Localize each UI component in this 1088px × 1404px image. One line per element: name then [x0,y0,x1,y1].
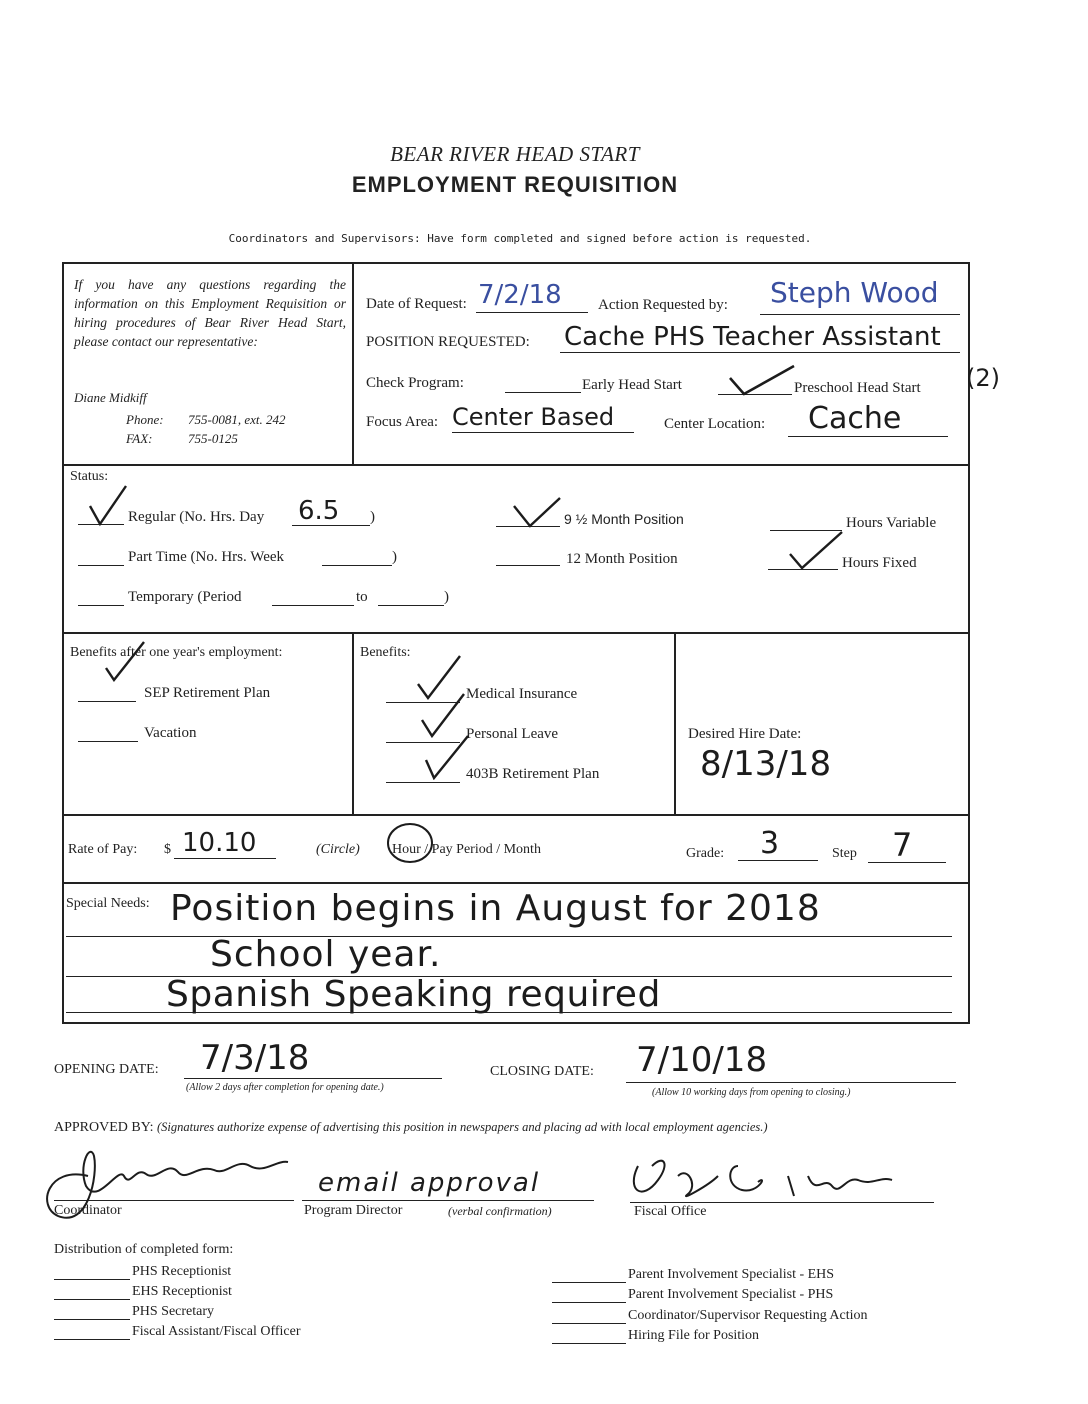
desired-hire-label: Desired Hire Date: [688,726,802,742]
fiscal-office-label: Fiscal Office [634,1204,707,1219]
dist-line[interactable] [552,1343,626,1344]
medical-insurance-label: Medical Insurance [466,686,578,702]
step-value[interactable]: 7 [892,826,913,864]
hours-fixed-check-icon[interactable] [788,530,844,572]
dist-line[interactable] [552,1302,626,1303]
section-rule [62,632,970,634]
action-requested-label: Action Requested by: [598,297,728,313]
approved-by-row [54,1120,1044,1136]
vacation-label: Vacation [144,725,197,741]
rate-of-pay-value[interactable]: 10.10 [182,828,257,858]
twelve-month-label: 12 Month Position [566,551,678,567]
hours-fixed-label: Hours Fixed [842,555,917,571]
organization-name: BEAR RIVER HEAD START [390,142,640,166]
benefits-after-label: Benefits after one year's employment: [70,645,283,660]
twelve-month-line [496,565,560,566]
closing-date-line [626,1082,956,1083]
section-divider [352,264,354,466]
dist-phs-secretary: PHS Secretary [132,1304,215,1319]
action-requested-value[interactable]: Steph Wood [770,276,939,309]
dist-line[interactable] [552,1282,626,1283]
retirement-check-icon[interactable] [424,734,470,780]
dist-line[interactable] [54,1339,130,1340]
contact-name: Diane Midkiff [74,390,147,405]
special-needs-text-2[interactable]: School year. [210,934,442,975]
dist-coordinator-supervisor: Coordinator/Supervisor Requesting Action [628,1308,868,1323]
part-time-close-paren: ) [392,549,397,565]
vacation-line [78,741,138,742]
dist-line[interactable] [552,1323,626,1324]
dist-hiring-file: Hiring File for Position [628,1328,760,1343]
sep-line [78,701,136,702]
coordinator-label: Coordinator [54,1203,122,1218]
approved-by-note: (Signatures authorize expense of advertising this position in newspapers and placing ad with local employment agencies.) [156,1120,768,1134]
dist-pis-ehs: Parent Involvement Specialist - EHS [628,1267,835,1282]
nine-month-label: 9 ½ Month Position [564,511,684,527]
pay-period-options: Hour / Pay Period / Month [392,842,541,857]
director-signature-text: email approval [318,1168,541,1198]
part-time-hours-line [322,565,392,566]
regular-hours-value[interactable]: 6.5 [298,496,340,526]
distribution-label: Distribution of completed form: [54,1242,234,1257]
form-instruction: Coordinators and Supervisors: Have form completed and signed before action is requested. [228,232,812,245]
rate-of-pay-line [174,858,276,859]
hours-variable-label: Hours Variable [846,515,937,531]
part-time-line [78,565,124,566]
director-label: Program Director [304,1203,403,1218]
director-signature-line [302,1200,594,1201]
nine-month-check-icon[interactable] [512,496,562,530]
dist-pis-phs: Parent Involvement Specialist - PHS [628,1287,834,1302]
closing-date-value[interactable]: 7/10/18 [636,1040,768,1080]
special-needs-text-3[interactable]: Spanish Speaking required [166,974,661,1015]
contact-fax: 755-0125 [188,431,238,446]
403b-retirement-label: 403B Retirement Plan [466,766,600,782]
special-needs-text-1[interactable]: Position begins in August for 2018 [170,888,821,929]
date-of-request-label: Date of Request: [366,296,467,312]
part-time-label: Part Time (No. Hrs. Week [128,549,285,565]
status-label: Status: [70,469,109,484]
personal-leave-label: Personal Leave [466,726,559,742]
opening-date-label: OPENING DATE: [54,1062,159,1077]
date-of-request-line [476,312,588,313]
position-requested-value[interactable]: Cache PHS Teacher Assistant [564,322,941,352]
dollar-sign: $ [164,842,171,857]
section-rule [62,814,970,816]
special-needs-label: Special Needs: [66,896,150,911]
approved-by-label: APPROVED BY: [54,1120,154,1135]
closing-date-note: (Allow 10 working days from opening to closing.) [652,1087,851,1098]
personal-check-icon[interactable] [420,692,466,738]
focus-area-label: Focus Area: [366,414,439,430]
center-location-line [788,436,948,437]
contact-phone-label: Phone: [126,412,164,427]
early-head-start-label: Early Head Start [582,377,682,393]
position-requested-line [560,352,960,353]
benefits-divider [674,634,676,816]
benefits-divider [352,634,354,816]
section-rule [62,882,970,884]
early-head-start-line [505,392,581,393]
sep-retirement-label: SEP Retirement Plan [144,685,271,701]
regular-check-icon[interactable] [88,484,128,528]
contact-instructions: If you have any questions regarding the information on this Employment Requisition or hiring procedures of Bear River Head Start, please contact our representative: [74,277,346,349]
regular-close-paren: ) [370,509,375,525]
desired-hire-value[interactable]: 8/13/18 [700,744,832,784]
temporary-to-line [378,605,444,606]
contact-fax-label: FAX: [126,431,153,446]
grade-label: Grade: [686,846,725,861]
temporary-from-line [272,605,354,606]
focus-area-value[interactable]: Center Based [452,403,615,431]
retirement-line [386,782,460,783]
center-location-value[interactable]: Cache [808,401,902,436]
rate-of-pay-label: Rate of Pay: [68,842,138,857]
action-requested-line [760,314,960,315]
contact-phone: 755-0081, ext. 242 [188,412,286,427]
position-count: (2) [966,364,1000,392]
focus-area-line [452,432,634,433]
form-title: EMPLOYMENT REQUISITION [351,172,679,197]
dist-line[interactable] [54,1279,130,1280]
preschool-check-icon[interactable] [728,364,798,398]
section-rule [62,464,970,466]
dist-phs-receptionist: PHS Receptionist [132,1264,232,1279]
benefits-label: Benefits: [360,645,411,660]
opening-date-note: (Allow 2 days after completion for opening date.) [186,1082,384,1093]
preschool-head-start-label: Preschool Head Start [794,380,921,396]
dist-line[interactable] [54,1319,130,1320]
dist-ehs-receptionist: EHS Receptionist [132,1284,232,1299]
circle-label: (Circle) [316,842,360,857]
dist-fiscal-assistant: Fiscal Assistant/Fiscal Officer [132,1324,301,1339]
grade-value[interactable]: 3 [760,826,780,861]
sep-check-icon[interactable] [88,638,148,682]
center-location-label: Center Location: [664,416,766,432]
opening-date-line [184,1078,442,1079]
temporary-line [78,605,124,606]
special-needs-line-1 [66,936,952,937]
temporary-close-paren: ) [444,589,449,605]
position-requested-label: POSITION REQUESTED: [366,334,530,350]
director-note: (verbal confirmation) [448,1204,552,1218]
closing-date-label: CLOSING DATE: [490,1064,594,1079]
check-program-label: Check Program: [366,375,464,391]
date-of-request-value[interactable]: 7/2/18 [478,280,562,310]
opening-date-value[interactable]: 7/3/18 [200,1038,310,1078]
regular-label: Regular (No. Hrs. Day [128,509,265,525]
step-label: Step [832,846,857,861]
dist-line[interactable] [54,1299,130,1300]
temporary-label: Temporary (Period [128,589,242,605]
temporary-to-label: to [356,589,368,605]
